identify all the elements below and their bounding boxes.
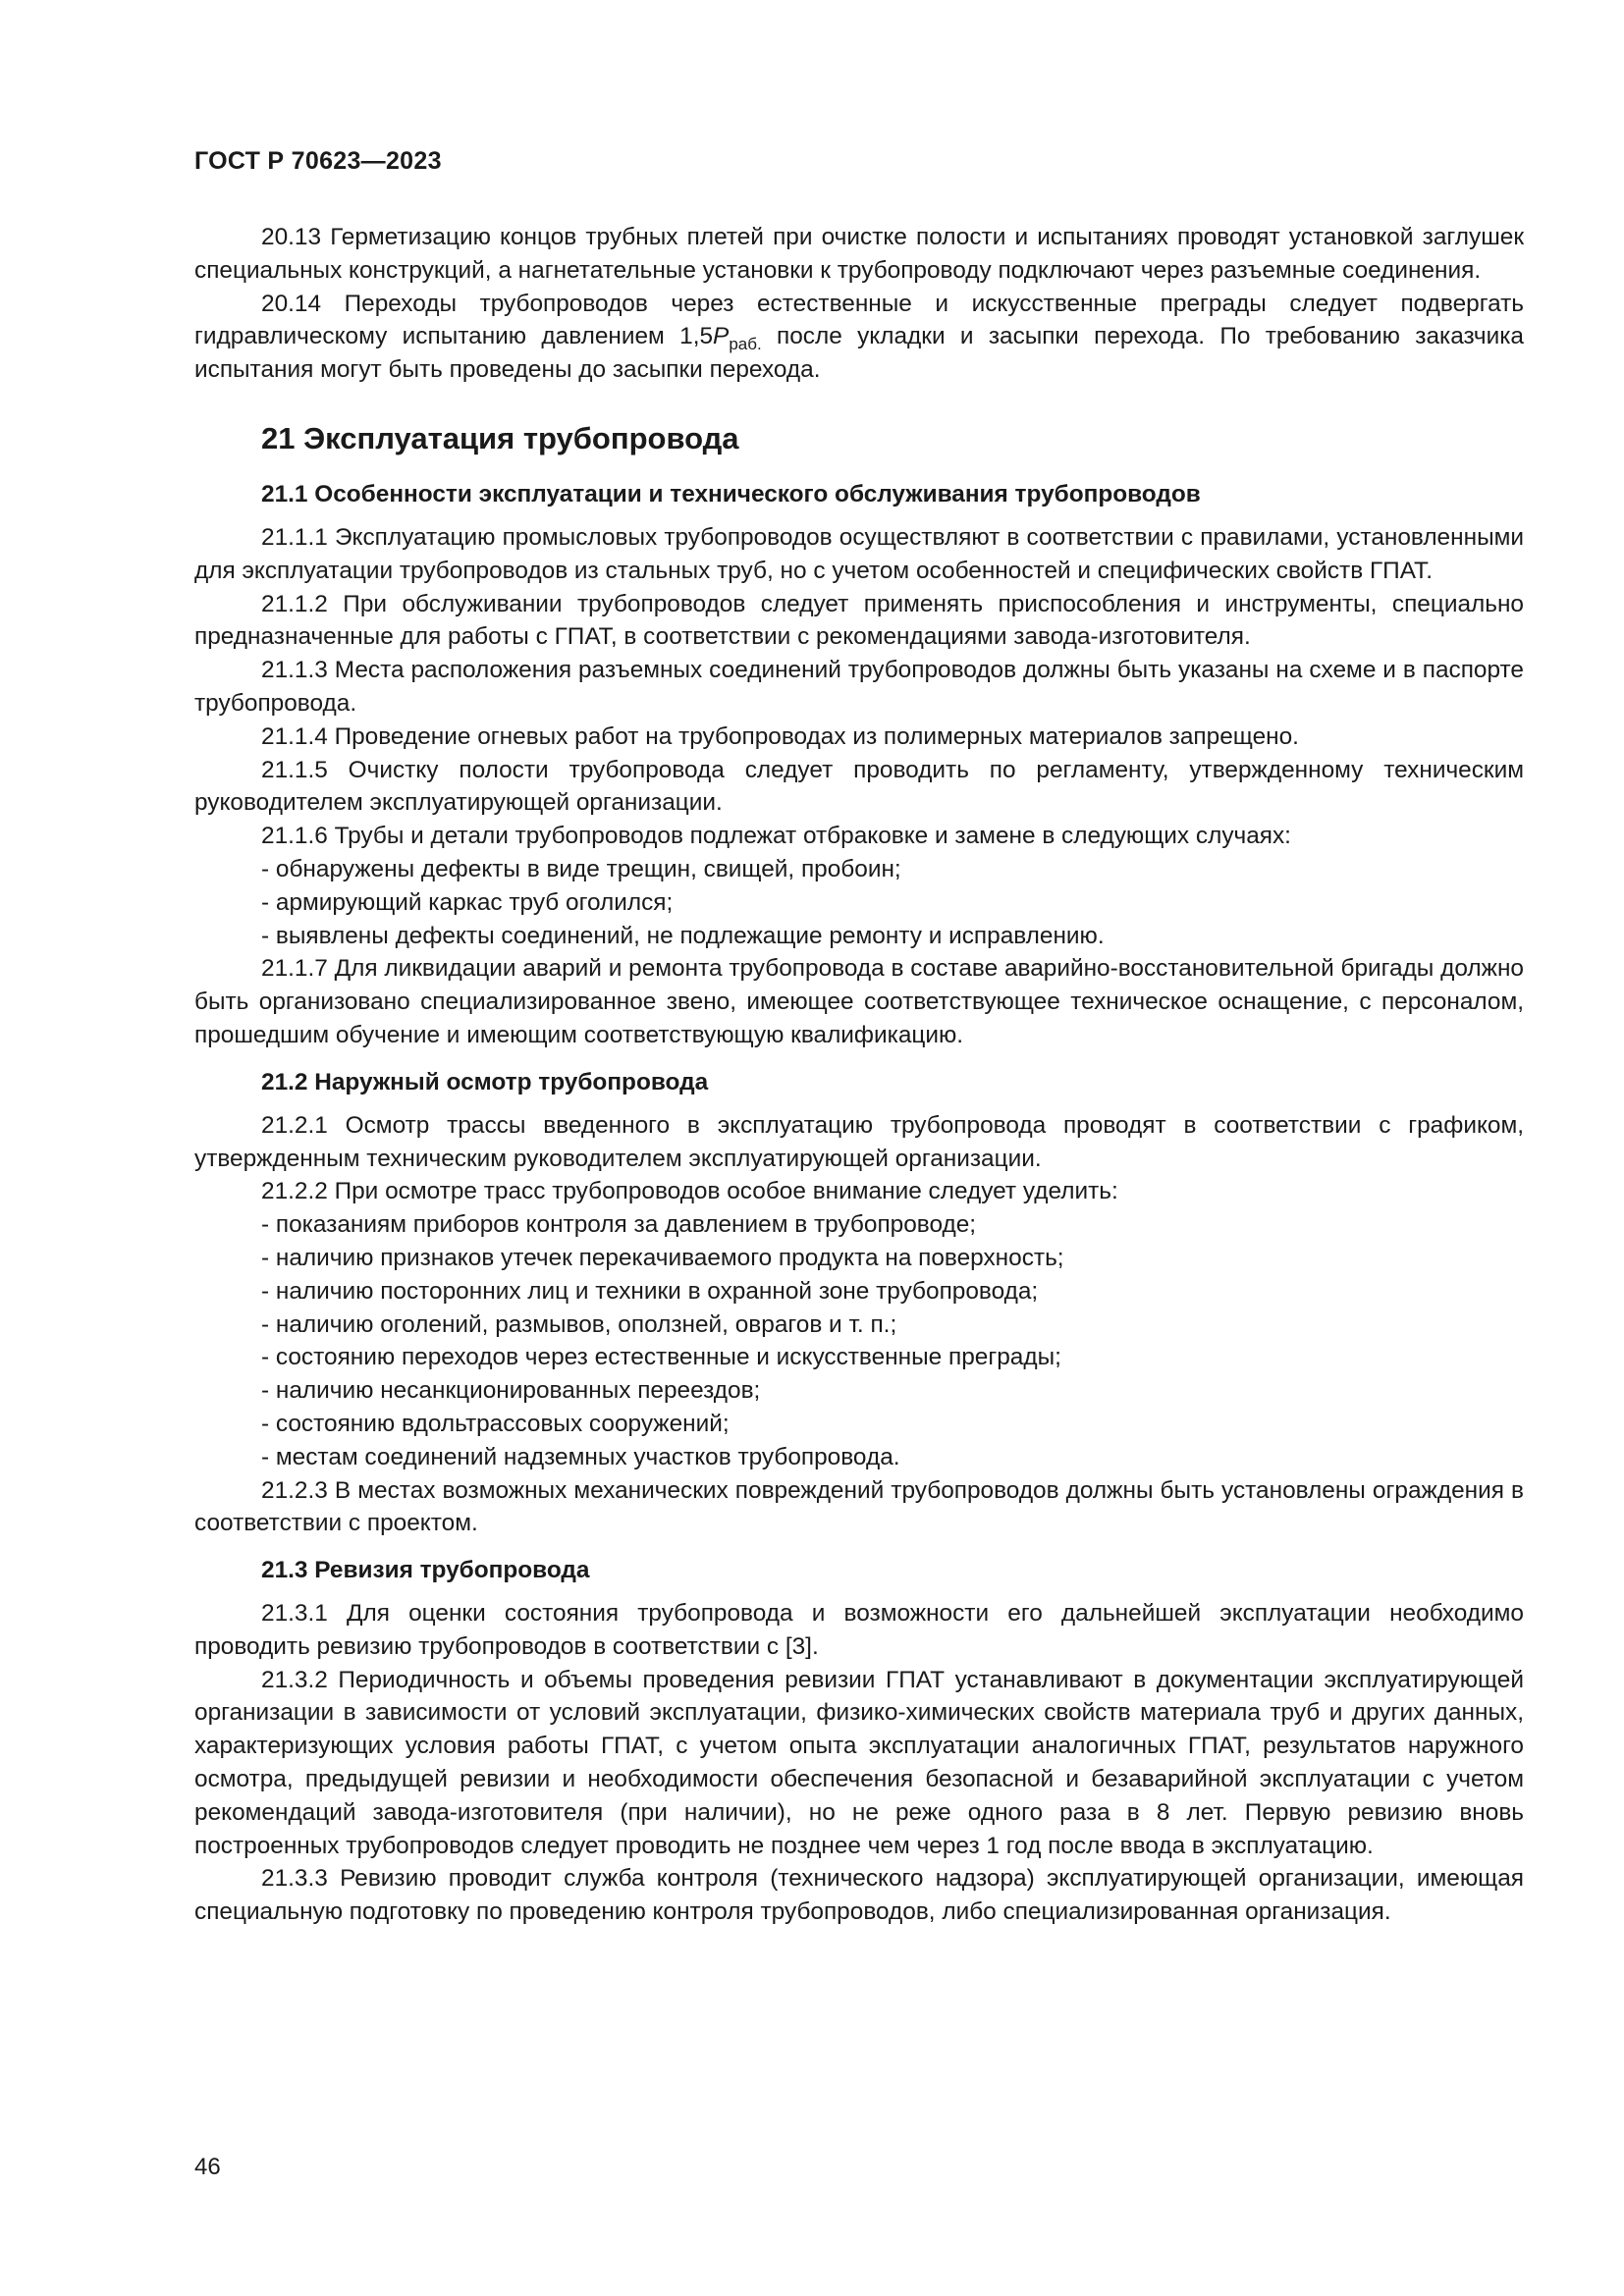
paragraph-21-1-4: 21.1.4 Проведение огневых работ на трубопроводах из полимерных материалов запрещено.	[261, 722, 1299, 750]
paragraph-20-14	[194, 288, 1524, 387]
paragraph-21-3-2: 21.3.2 Периодичность и объемы проведения ревизии ГПАТ устанавливают в документации эксплуатирующей организации в зависимости от условий эксплуатации, физико-химических свойств материала труб и других данных, характеризующих условия работы ГПАТ, с учетом опыта эксплуатации аналогичных ГПАТ, результатов наружного осмотра, предыдущей ревизии и необходимости обеспечения безопасной и безаварийной эксплуатации с учетом рекомендаций завода-изготовителя (при наличии), но не реже одного раза в 8 лет. Первую ревизию вновь построенных трубопроводов следует проводить не позднее чем через 1 год после ввода в эксплуатацию.	[194, 1666, 1524, 1859]
paragraph-21-2-2: 21.2.2 При осмотре трасс трубопроводов особое внимание следует уделить:	[261, 1178, 1118, 1205]
list-item: - выявлены дефекты соединений, не подлежащие ремонту и исправлению.	[261, 922, 1105, 949]
section-21-2-title: 21.2 Наружный осмотр трубопровода	[261, 1068, 709, 1095]
paragraph-21-2-3: 21.2.3 В местах возможных механических повреждений трубопроводов должны быть установлены ограждения в соответствии с проектом.	[194, 1476, 1524, 1537]
page-number: 46	[194, 2154, 221, 2180]
section-21-1-title: 21.1 Особенности эксплуатации и технического обслуживания трубопроводов	[261, 480, 1201, 507]
paragraph-20-14-text-a: 20.14 Переходы трубопроводов через естественные и искусственные преграды следует подвергать гидравлическому испытанию давлением 1,5	[194, 290, 1524, 350]
document-code-header: ГОСТ Р 70623—2023	[194, 147, 442, 175]
section-21-3-title: 21.3 Ревизия трубопровода	[261, 1557, 590, 1584]
paragraph-21-1-3: 21.1.3 Места расположения разъемных соединений трубопроводов должны быть указаны на схеме и в паспорте трубопровода.	[194, 657, 1524, 717]
list-item: - состоянию переходов через естественные и искусственные преграды;	[261, 1344, 1061, 1371]
paragraph-21-1-1: 21.1.1 Эксплуатацию промысловых трубопроводов осуществляют в соответствии с правилами, установленными для эксплуатации трубопроводов из стальных труб, но с учетом особенностей и специфических свойств ГПАТ.	[194, 523, 1524, 584]
paragraph-21-3-1: 21.3.1 Для оценки состояния трубопровода и возможности его дальнейшей эксплуатации необходимо проводить ревизию трубопроводов в соответствии с [3].	[194, 1600, 1524, 1660]
paragraph-21-2-1: 21.2.1 Осмотр трассы введенного в эксплуатацию трубопровода проводят в соответствии с графиком, утвержденным техническим руководителем эксплуатирующей организации.	[194, 1111, 1524, 1172]
list-item: - обнаружены дефекты в виде трещин, свищей, пробоин;	[261, 855, 901, 882]
paragraph-21-1-2: 21.1.2 При обслуживании трубопроводов следует применять приспособления и инструменты, специально предназначенные для работы с ГПАТ, в соответствии с рекомендациями завода-изготовителя.	[194, 590, 1524, 651]
pressure-symbol: P	[713, 323, 730, 350]
section-21-title: 21 Эксплуатация трубопровода	[261, 420, 739, 455]
paragraph-21-1-6: 21.1.6 Трубы и детали трубопроводов подлежат отбраковке и замене в следующих случаях:	[261, 823, 1291, 850]
list-item: - состоянию вдольтрассовых сооружений;	[261, 1410, 730, 1437]
paragraph-21-1-5: 21.1.5 Очистку полости трубопровода следует проводить по регламенту, утвержденному техническим руководителем эксплуатирующей организации.	[194, 756, 1524, 817]
list-item: - наличию посторонних лиц и техники в охранной зоне трубопровода;	[261, 1277, 1039, 1305]
pressure-subscript: раб.	[729, 335, 762, 354]
list-item: - наличию несанкционированных переездов;	[261, 1377, 761, 1405]
document-body	[194, 221, 1524, 1929]
list-item: - армирующий каркас труб оголился;	[261, 888, 674, 916]
paragraph-21-3-3: 21.3.3 Ревизию проводит служба контроля (технического надзора) эксплуатирующей организации, имеющая специальную подготовку по проведению контроля трубопроводов, либо специализированная организация.	[194, 1865, 1524, 1926]
paragraph-20-14-text-b: после укладки и засыпки перехода. По требованию заказчика испытания могут быть проведены до засыпки перехода.	[194, 323, 1524, 384]
list-item: - наличию признаков утечек перекачиваемого продукта на поверхность;	[261, 1244, 1064, 1271]
paragraph-20-13: 20.13 Герметизацию концов трубных плетей при очистке полости и испытаниях проводят установкой заглушек специальных конструкций, а нагнетательные установки к трубопроводу подключают через разъемные соединения.	[194, 224, 1524, 284]
list-item: - наличию оголений, размывов, оползней, оврагов и т. п.;	[261, 1310, 897, 1338]
paragraph-21-1-7: 21.1.7 Для ликвидации аварий и ремонта трубопровода в составе аварийно-восстановительной бригады должно быть организовано специализированное звено, имеющее соответствующее техническое оснащение, с персоналом, прошедшим обучение и имеющим соответствующую квалификацию.	[194, 955, 1524, 1048]
list-item: - показаниям приборов контроля за давлением в трубопроводе;	[261, 1211, 977, 1239]
list-item: - местам соединений надземных участков трубопровода.	[261, 1443, 900, 1470]
